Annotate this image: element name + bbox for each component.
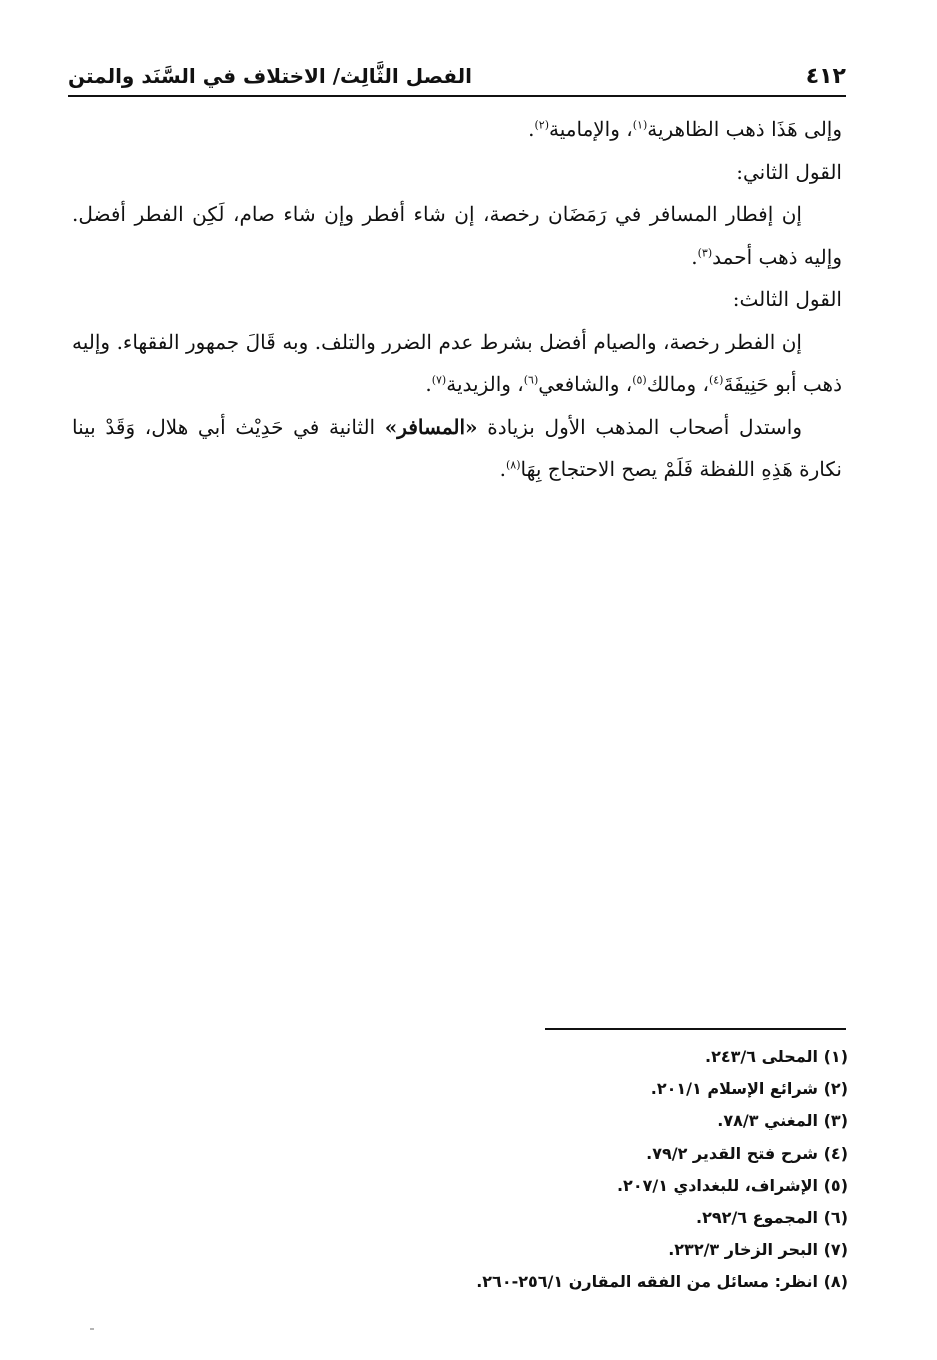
footnote-5: (٥) الإشراف، للبغدادي ٢٠٧/١. xyxy=(616,1175,848,1195)
footnote-ref-3[interactable]: (٣) xyxy=(697,245,713,259)
paragraph-3-text-a: إن الفطر رخصة، والصيام أفضل بشرط عدم الضرر والتلف. وبه قَالَ جمهور الفقهاء. وإليه ذهب أبو حَنِيفَةَ xyxy=(72,329,842,396)
paragraph-3-text-d: ، والزيدية xyxy=(446,372,524,396)
paragraph-1-text-b: ، والإمامية xyxy=(549,117,633,141)
paragraph-1-text-a: وإلى هَذَا ذهب الظاهرية xyxy=(647,117,842,141)
paragraph-3-text-b: ، ومالك xyxy=(646,372,709,396)
footnote-6: (٦) المجموع ٢٩٢/٦. xyxy=(696,1208,848,1228)
emphasized-word-musafir: «المسافر» xyxy=(384,414,478,439)
section-heading-third-opinion: القول الثالث: xyxy=(732,287,842,311)
footnote-ref-7[interactable]: (٧) xyxy=(431,373,447,387)
footnote-ref-6[interactable]: (٦) xyxy=(523,373,539,387)
paragraph-4-text-a: واستدل أصحاب المذهب الأول بزيادة xyxy=(487,414,802,439)
header-rule xyxy=(68,95,846,97)
paragraph-4 xyxy=(72,406,842,491)
body-text xyxy=(72,108,842,491)
footnote-ref-4[interactable]: (٤) xyxy=(708,373,724,387)
paragraph-2-text-a: إن إفطار المسافر في رَمَضَان رخصة، إن شاء أفطر وإن شاء صام، لَكِن الفطر أفضل. وإليه ذهب أحمد xyxy=(72,202,842,269)
paragraph-2-text-b: . xyxy=(691,244,698,269)
paragraph-3-text-c: ، والشافعي xyxy=(538,372,633,396)
footnote-ref-8[interactable]: (٨) xyxy=(505,458,521,472)
footnote-8: (٨) انظر: مسائل من الفقه المقارن ٢٥٦/١-٢٦٠. xyxy=(476,1272,848,1292)
footnote-separator xyxy=(545,1028,846,1030)
paragraph-3 xyxy=(72,321,842,406)
footnote-4: (٤) شرح فتح القدير ٧٩/٢. xyxy=(646,1143,848,1163)
footnote-1: (١) المحلى ٢٤٣/٦. xyxy=(705,1047,848,1066)
running-header xyxy=(68,52,846,94)
footnote-ref-1[interactable]: (١) xyxy=(632,118,648,132)
paragraph-2 xyxy=(72,193,842,278)
section-heading-second-opinion: القول الثاني: xyxy=(736,159,842,184)
footnote-3: (٣) المغني ٧٨/٣. xyxy=(717,1111,848,1131)
footnote-ref-5[interactable]: (٥) xyxy=(632,373,647,387)
paragraph-1-text-c: . xyxy=(528,117,535,141)
paragraph-4-text-b: الثانية في حَدِيْث أبي هلال، وَقَدْ بينا نكارة هَذِهِ اللفظة فَلَمْ يصح الاحتجاج بِهَا xyxy=(72,414,842,481)
scan-speck xyxy=(90,1328,94,1330)
chapter-title: الفصل الثَّالِث/ الاختلاف في السَّنَد والمتن xyxy=(68,64,473,88)
footnote-2: (٢) شرائع الإسلام ٢٠١/١. xyxy=(650,1079,848,1099)
paragraph-1 xyxy=(72,108,842,151)
footnote-ref-2[interactable]: (٢) xyxy=(534,118,549,132)
footnote-7: (٧) البحر الزخار ٢٣٢/٣. xyxy=(668,1240,848,1260)
paragraph-4-text-c: . xyxy=(499,457,506,481)
paragraph-3-text-e: . xyxy=(425,372,432,396)
footnotes xyxy=(72,1041,848,1299)
page-number: ٤١٢ xyxy=(805,64,846,89)
